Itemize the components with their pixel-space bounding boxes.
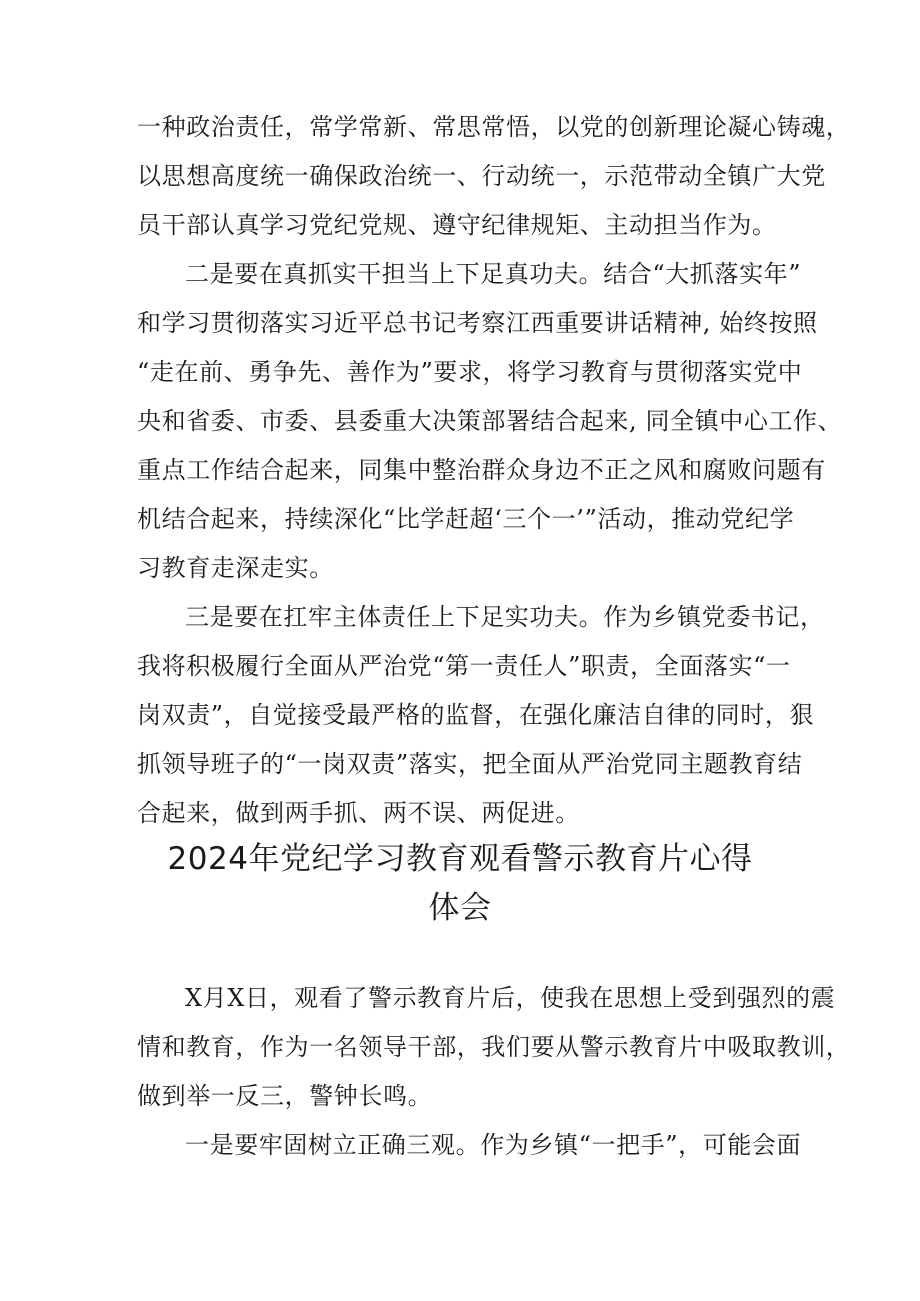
paragraph-line: 二是要在真抓实干担当上下足真功夫。结合“大抓落实年” [185, 260, 802, 288]
paragraph-line: 员干部认真学习党纪党规、遵守纪律规矩、主动担当作为。 [137, 211, 777, 239]
paragraph-line: 合起来，做到两手抓、两不误、两促进。 [137, 799, 580, 827]
paragraph-line: 一种政治责任，常学常新、常思常悟，以党的创新理论凝心铸魂， [137, 113, 851, 141]
paragraph-line: 岗双责”，自觉接受最严格的监督，在强化廉洁自律的同时，狠 [137, 701, 815, 729]
paragraph-line: 抓领导班子的“一岗双责”落实，把全面从严治党同主题教育结 [137, 750, 803, 778]
paragraph-line: “走在前、勇争先、善作为”要求，将学习教育与贯彻落实党中 [137, 358, 803, 386]
paragraph-line: 央和省委、市委、县委重大决策部署结合起来, 同全镇中心工作、 [137, 407, 843, 435]
paragraph-line: 情和教育，作为一名领导干部，我们要从警示教育片中吸取教训， [137, 1033, 851, 1061]
paragraph-line: 一是要牢固树立正确三观。作为乡镇“一把手”，可能会面 [185, 1131, 802, 1159]
paragraph-line: 和学习贯彻落实习近平总书记考察江西重要讲话精神, 始终按照 [137, 309, 818, 337]
paragraph-line: X月X日，观看了警示教育片后，使我在思想上受到强烈的震 [185, 984, 836, 1012]
paragraph-line: 机结合起来，持续深化“比学赶超‘三个一’”活动，推动党纪学 [137, 505, 795, 533]
paragraph-line: 我将积极履行全面从严治党“第一责任人”职责，全面落实“一 [137, 652, 791, 680]
paragraph-line: 重点工作结合起来，同集中整治群众身边不正之风和腐败问题有 [137, 456, 826, 484]
paragraph-line: 三是要在扛牢主体责任上下足实功夫。作为乡镇党委书记， [185, 603, 825, 631]
paragraph-line: 以思想高度统一确保政治统一、行动统一，示范带动全镇广大党 [137, 162, 826, 190]
paragraph-line: 习教育走深走实。 [137, 554, 334, 582]
document-title-line-1: 2024年党纪学习教育观看警示教育片心得 [167, 841, 753, 877]
document-title-line-2: 体会 [428, 890, 492, 926]
paragraph-line: 做到举一反三，警钟长鸣。 [137, 1082, 433, 1110]
